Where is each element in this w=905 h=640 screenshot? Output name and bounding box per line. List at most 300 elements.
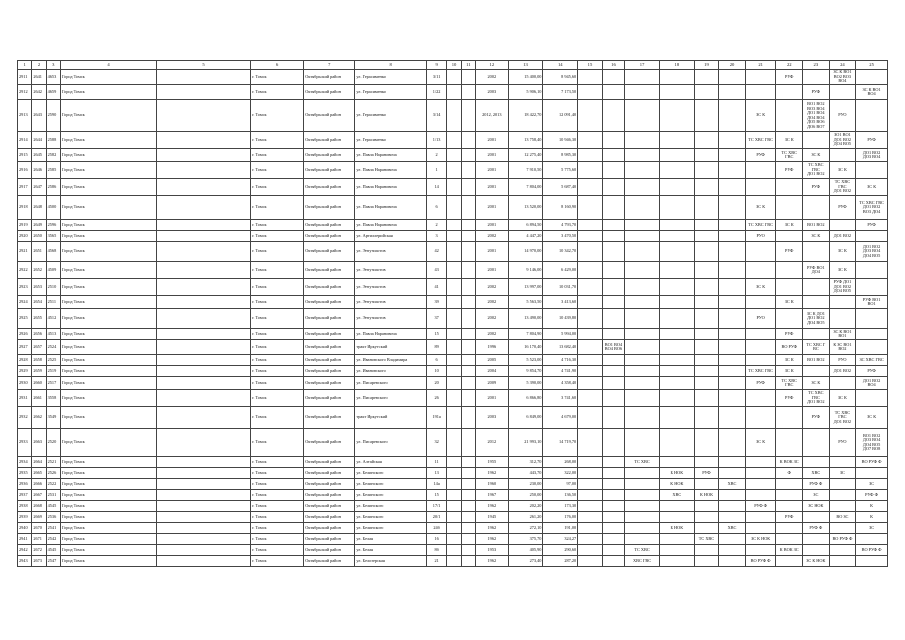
table-cell: 2001	[475, 196, 508, 220]
table-cell: ЗС К	[745, 196, 776, 220]
table-cell	[719, 429, 746, 457]
table-cell: г. Томск	[251, 149, 304, 162]
table-cell	[602, 279, 624, 296]
table-cell: ЗС	[803, 490, 830, 501]
table-cell: ЗС К	[803, 231, 830, 242]
table-cell	[803, 242, 830, 262]
table-cell	[719, 85, 746, 100]
table-cell: Октябрьский район	[304, 355, 355, 366]
table-cell	[719, 279, 746, 296]
table-cell	[856, 262, 888, 279]
table-cell: ул. Энтузиастов	[355, 242, 427, 262]
table-cell: 14 719,70	[543, 429, 578, 457]
table-cell: ул. Герасименко	[355, 85, 427, 100]
table-cell	[447, 329, 461, 340]
table-cell: Город Томск	[60, 231, 156, 242]
table-cell: 1962	[475, 556, 508, 567]
table-cell	[694, 179, 719, 196]
table-cell: 13	[426, 468, 446, 479]
table-cell: ЗС К	[856, 179, 888, 196]
table-cell: 2942	[18, 545, 32, 556]
table-cell: 2943	[18, 556, 32, 567]
table-cell	[719, 545, 746, 556]
table-cell: Октябрьский район	[304, 162, 355, 179]
table-cell	[602, 179, 624, 196]
table-cell	[447, 279, 461, 296]
table-cell	[602, 85, 624, 100]
table-cell: 8 945,60	[543, 70, 578, 85]
table-cell: ЗС К	[776, 296, 803, 309]
table-cell: 3565	[46, 231, 60, 242]
table-cell: РУФ Ф	[745, 501, 776, 512]
table-cell: 2585	[46, 162, 60, 179]
table-cell	[157, 100, 251, 132]
table-cell	[745, 490, 776, 501]
table-cell: 2522	[46, 479, 60, 490]
table-cell: ул. Артиллерийская	[355, 231, 427, 242]
table-cell: 13 758,40	[508, 132, 543, 149]
table-cell: 2940	[18, 523, 32, 534]
table-cell: РУФ ВО1 ДО4	[803, 262, 830, 279]
table-cell: 21	[426, 556, 446, 567]
table-cell	[829, 479, 856, 490]
table-cell: 20/1	[426, 512, 446, 523]
table-cell	[625, 366, 660, 377]
table-cell	[157, 377, 251, 390]
table-cell	[447, 85, 461, 100]
table-row	[18, 490, 888, 501]
table-row	[18, 309, 888, 329]
table-cell: ТС ХВС ГВС	[776, 377, 803, 390]
table-cell: 2672	[32, 545, 46, 556]
table-cell	[461, 429, 475, 457]
table-cell	[803, 545, 830, 556]
table-cell: 202,20	[508, 501, 543, 512]
table-cell	[461, 162, 475, 179]
table-cell: Октябрьский район	[304, 468, 355, 479]
table-cell	[447, 490, 461, 501]
table-cell: ЗС К	[829, 242, 856, 262]
table-cell	[157, 501, 251, 512]
table-cell: 12 275,40	[508, 149, 543, 162]
table-cell	[694, 231, 719, 242]
table-cell	[803, 534, 830, 545]
table-cell	[578, 309, 603, 329]
table-cell	[745, 329, 776, 340]
table-cell: ВО РУФ Ф	[829, 534, 856, 545]
table-cell	[461, 149, 475, 162]
table-cell: Город Томск	[60, 296, 156, 309]
table-cell	[625, 220, 660, 231]
table-cell: 3 741,60	[543, 390, 578, 407]
table-cell	[447, 220, 461, 231]
table-cell	[659, 100, 694, 132]
table-cell	[447, 523, 461, 534]
table-row	[18, 377, 888, 390]
table-cell	[447, 366, 461, 377]
table-cell	[719, 196, 746, 220]
table-cell	[776, 262, 803, 279]
table-cell	[157, 179, 251, 196]
table-row	[18, 479, 888, 490]
table-cell: 2659	[32, 366, 46, 377]
table-row	[18, 296, 888, 309]
table-cell	[461, 545, 475, 556]
table-cell	[447, 70, 461, 85]
table-cell: 2671	[32, 534, 46, 545]
table-cell: 2643	[32, 100, 46, 132]
table-cell: 2924	[18, 296, 32, 309]
table-cell: ул. Павла Нарановича	[355, 179, 427, 196]
table-cell: 42	[426, 242, 446, 262]
table-cell	[625, 329, 660, 340]
table-cell: 2922	[18, 262, 32, 279]
table-cell	[625, 262, 660, 279]
column-number-row	[18, 61, 888, 70]
table-cell	[829, 501, 856, 512]
table-cell	[776, 523, 803, 534]
table-cell: 4 741,90	[543, 366, 578, 377]
table-cell	[602, 132, 624, 149]
table-cell	[659, 231, 694, 242]
table-cell: 2648	[32, 196, 46, 220]
table-row	[18, 262, 888, 279]
table-cell	[803, 70, 830, 85]
table-cell	[625, 162, 660, 179]
table-cell	[461, 85, 475, 100]
table-cell	[447, 309, 461, 329]
table-cell: 1996	[475, 340, 508, 355]
table-cell	[694, 366, 719, 377]
table-cell	[578, 340, 603, 355]
table-cell: 2941	[18, 534, 32, 545]
table-cell	[447, 262, 461, 279]
table-cell	[461, 70, 475, 85]
table-cell: 1	[426, 162, 446, 179]
table-cell	[776, 479, 803, 490]
table-cell: ул. Ивановского	[355, 366, 427, 377]
column-number: 22	[776, 61, 803, 70]
table-cell: 37	[426, 309, 446, 329]
table-cell	[625, 355, 660, 366]
table-cell: 3 470,50	[543, 231, 578, 242]
table-cell	[856, 70, 888, 85]
column-number: 24	[829, 61, 856, 70]
table-cell: ЗС	[856, 479, 888, 490]
table-cell: Город Томск	[60, 309, 156, 329]
table-cell	[578, 377, 603, 390]
table-cell	[856, 309, 888, 329]
table-cell: 2649	[32, 220, 46, 231]
table-cell: 6	[426, 196, 446, 220]
table-cell: 3 413,60	[543, 296, 578, 309]
table-cell	[856, 468, 888, 479]
table-cell: 1945	[475, 512, 508, 523]
table-cell: 4509	[46, 262, 60, 279]
column-number: 8	[355, 61, 427, 70]
table-cell: РУФ ДО1 ДО1 ВО2 ДО4 ВО5	[829, 279, 856, 296]
table-cell: 2935	[18, 468, 32, 479]
table-cell: 273,40	[508, 556, 543, 567]
table-cell	[578, 149, 603, 162]
table-cell: 2588	[46, 132, 60, 149]
table-cell: 6	[426, 355, 446, 366]
table-cell: ЗС К	[856, 407, 888, 429]
table-cell: 2650	[32, 231, 46, 242]
table-cell: 2655	[32, 309, 46, 329]
table-cell	[719, 309, 746, 329]
table-cell	[625, 309, 660, 329]
table-cell	[578, 85, 603, 100]
table-cell: ул. Энтузиастов	[355, 279, 427, 296]
table-cell: Октябрьский район	[304, 556, 355, 567]
table-cell: 13 520,00	[508, 196, 543, 220]
table-cell: 4513	[46, 329, 60, 340]
table-cell	[157, 149, 251, 162]
table-cell	[602, 390, 624, 407]
table-cell	[719, 262, 746, 279]
table-cell	[602, 523, 624, 534]
table-cell	[625, 149, 660, 162]
table-cell: 1962	[475, 534, 508, 545]
table-cell	[157, 545, 251, 556]
table-cell: ул. Павла Нарановича	[355, 220, 427, 231]
table-cell	[447, 512, 461, 523]
table-row	[18, 501, 888, 512]
table-cell	[776, 85, 803, 100]
table-cell	[157, 523, 251, 534]
table-cell: 2525	[46, 355, 60, 366]
table-cell: ДО1 ВО2	[829, 366, 856, 377]
table-cell	[602, 377, 624, 390]
table-cell: 18 422,70	[508, 100, 543, 132]
table-cell: 2001	[475, 262, 508, 279]
table-cell: Город Томск	[60, 479, 156, 490]
table-cell: 2002	[475, 279, 508, 296]
table-cell	[803, 296, 830, 309]
table-cell: 13 997,00	[508, 279, 543, 296]
table-cell: 2939	[18, 512, 32, 523]
table-cell: 250,00	[508, 490, 543, 501]
table-row	[18, 70, 888, 85]
table-cell	[602, 100, 624, 132]
table-cell: 13 490,00	[508, 309, 543, 329]
table-cell: 12 091,40	[543, 100, 578, 132]
table-cell	[776, 534, 803, 545]
table-cell: 4 358,40	[543, 377, 578, 390]
table-cell: Город Томск	[60, 162, 156, 179]
table-cell	[719, 220, 746, 231]
table-cell	[659, 429, 694, 457]
table-cell	[719, 355, 746, 366]
table-cell: 2923	[18, 279, 32, 296]
table-cell: 24б	[426, 523, 446, 534]
table-cell: 14 970,00	[508, 242, 543, 262]
table-cell: 4653	[46, 70, 60, 85]
table-cell	[157, 162, 251, 179]
table-cell: 4512	[46, 309, 60, 329]
table-cell: 2928	[18, 355, 32, 366]
table-cell	[803, 329, 830, 340]
table-cell	[157, 407, 251, 429]
table-row	[18, 132, 888, 149]
table-cell: 4568	[46, 242, 60, 262]
table-cell: ХВС ГВС	[625, 556, 660, 567]
table-cell: РУО	[829, 429, 856, 457]
register-table	[17, 60, 888, 567]
table-cell: 20	[426, 377, 446, 390]
table-cell: 2510	[46, 279, 60, 296]
table-cell: Октябрьский район	[304, 242, 355, 262]
table-cell: ХВС	[659, 490, 694, 501]
table-cell: г. Томск	[251, 262, 304, 279]
table-cell: 2929	[18, 366, 32, 377]
table-cell: 2012	[475, 429, 508, 457]
table-cell: 2001	[475, 242, 508, 262]
column-number: 17	[625, 61, 660, 70]
table-cell: 2932	[18, 407, 32, 429]
table-row	[18, 279, 888, 296]
table-cell	[745, 355, 776, 366]
table-cell: 176,00	[543, 512, 578, 523]
table-cell	[719, 100, 746, 132]
table-cell: 14а	[426, 479, 446, 490]
table-cell: 43	[426, 262, 446, 279]
table-cell: РУФ	[776, 512, 803, 523]
table-cell: ЗС К ДО1 ДО1 ВО2 ДО4 ВО5	[803, 309, 830, 329]
table-cell	[461, 196, 475, 220]
table-cell	[659, 340, 694, 355]
table-cell	[461, 340, 475, 355]
table-cell	[625, 490, 660, 501]
table-cell	[856, 231, 888, 242]
table-cell: ВО РУФ Ф	[856, 545, 888, 556]
table-cell: ВО РУФ Ф	[856, 457, 888, 468]
table-cell: Октябрьский район	[304, 407, 355, 429]
table-cell	[447, 149, 461, 162]
table-cell: ЗС К ВО1 ВО1	[829, 329, 856, 340]
column-number: 25	[856, 61, 888, 70]
table-cell: 1955	[475, 457, 508, 468]
table-cell: РУФ	[776, 162, 803, 179]
table-cell: ЗС К	[745, 100, 776, 132]
table-cell	[602, 366, 624, 377]
table-cell: К	[856, 512, 888, 523]
column-number: 16	[602, 61, 624, 70]
table-cell: ВО1 ВО2	[803, 355, 830, 366]
table-cell: ТС ХВС ГВС ДО1 ВО2 ВО3 ДО4	[856, 196, 888, 220]
table-cell	[602, 355, 624, 366]
table-cell: Город Томск	[60, 132, 156, 149]
table-cell: 3549	[46, 407, 60, 429]
table-cell: г. Томск	[251, 340, 304, 355]
table-cell	[157, 429, 251, 457]
table-row	[18, 162, 888, 179]
table-cell: ЗС ХВС ГВС	[856, 355, 888, 366]
table-cell: К ВОК ЗС	[776, 457, 803, 468]
table-cell: г. Томск	[251, 100, 304, 132]
table-cell: 2531	[46, 490, 60, 501]
table-cell: 2666	[32, 479, 46, 490]
table-cell	[625, 132, 660, 149]
table-cell: 2586	[46, 179, 60, 196]
table-cell	[447, 556, 461, 567]
table-cell: 2663	[32, 429, 46, 457]
table-cell	[602, 457, 624, 468]
table-cell: ул. Алтайская	[355, 457, 427, 468]
table-cell: 2918	[18, 196, 32, 220]
table-cell: 3	[426, 231, 446, 242]
table-cell: 5 994,00	[543, 329, 578, 340]
table-cell	[578, 279, 603, 296]
table-cell: 1962	[475, 523, 508, 534]
table-cell: 13 682,40	[543, 340, 578, 355]
table-cell: 15 400,00	[508, 70, 543, 85]
table-cell: ДО1 ВО2	[829, 231, 856, 242]
table-cell	[776, 490, 803, 501]
table-cell: 173,30	[543, 501, 578, 512]
table-cell: 2002	[475, 70, 508, 85]
table-cell	[829, 296, 856, 309]
table-cell	[659, 534, 694, 545]
table-cell	[447, 296, 461, 309]
table-cell: 2642	[32, 85, 46, 100]
table-cell: РУО	[745, 231, 776, 242]
table-row	[18, 429, 888, 457]
table-cell	[694, 429, 719, 457]
table-cell: г. Томск	[251, 377, 304, 390]
table-cell: РУФ Ф	[803, 523, 830, 534]
table-cell: Город Томск	[60, 179, 156, 196]
table-cell: 7 173,50	[543, 85, 578, 100]
table-cell: 2658	[32, 355, 46, 366]
table-cell: 2003	[475, 407, 508, 429]
table-cell: РУФ ВО1 ВО1	[856, 296, 888, 309]
table-cell	[829, 545, 856, 556]
table-cell	[447, 355, 461, 366]
column-number: 15	[578, 61, 603, 70]
table-cell: Город Томск	[60, 556, 156, 567]
table-cell: 2521	[46, 457, 60, 468]
table-cell: ТС ХВС ГВС	[745, 366, 776, 377]
table-cell: Город Томск	[60, 242, 156, 262]
table-cell: 2926	[18, 329, 32, 340]
table-cell: 2670	[32, 523, 46, 534]
table-cell: Октябрьский район	[304, 479, 355, 490]
table-cell	[776, 279, 803, 296]
table-cell	[461, 355, 475, 366]
table-cell	[578, 390, 603, 407]
table-cell: 2542	[46, 534, 60, 545]
table-cell	[856, 390, 888, 407]
table-cell	[461, 279, 475, 296]
table-cell	[745, 407, 776, 429]
table-cell	[447, 407, 461, 429]
table-cell: 2002	[475, 329, 508, 340]
table-cell	[602, 231, 624, 242]
table-cell	[157, 220, 251, 231]
table-cell: ТС ХВС ГВС	[745, 220, 776, 231]
table-cell	[745, 457, 776, 468]
table-cell	[602, 242, 624, 262]
table-row	[18, 220, 888, 231]
table-cell: Город Томск	[60, 534, 156, 545]
table-cell: Город Томск	[60, 279, 156, 296]
table-cell	[776, 556, 803, 567]
table-cell: г. Томск	[251, 429, 304, 457]
table-cell: г. Томск	[251, 366, 304, 377]
table-cell: Город Томск	[60, 85, 156, 100]
